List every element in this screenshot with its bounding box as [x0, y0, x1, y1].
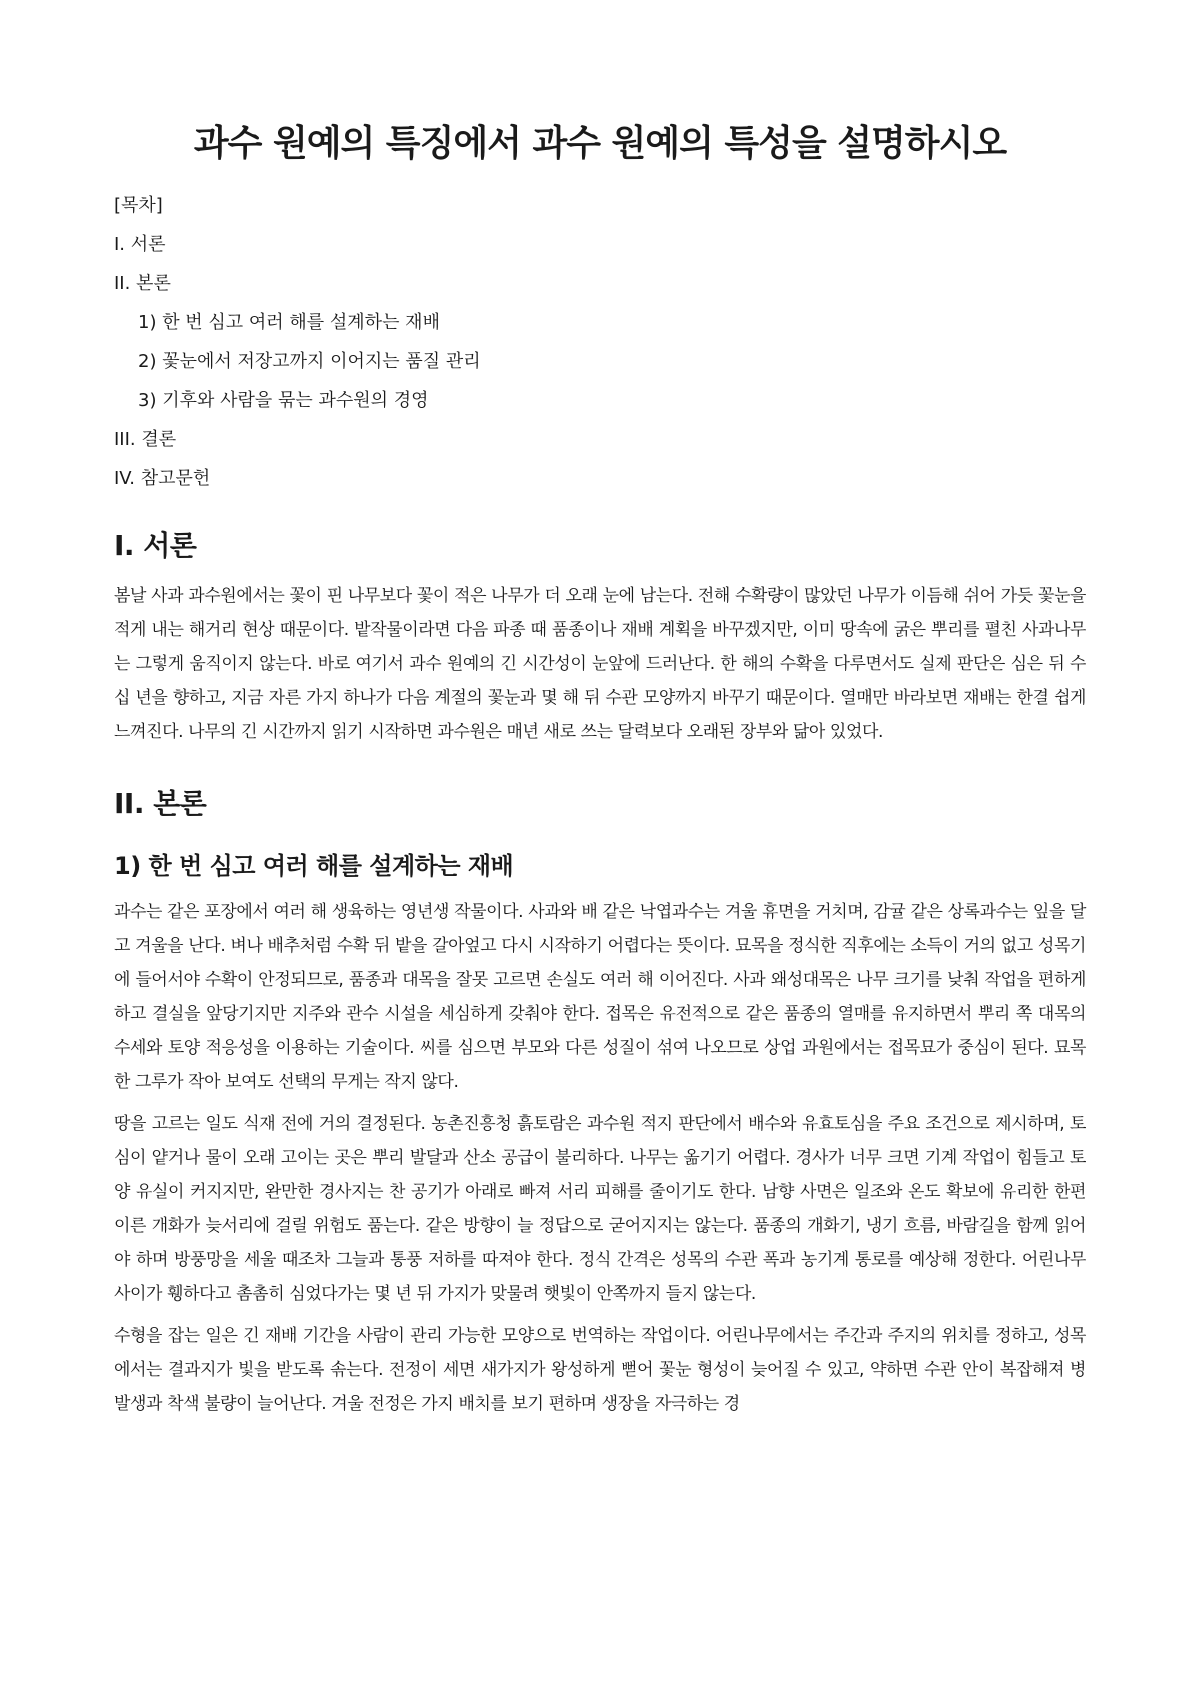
toc-item-conclusion: III. 결론	[114, 429, 177, 450]
body-paragraph-3: 수형을 잡는 일은 긴 재배 기간을 사람이 관리 가능한 모양으로 번역하는 작업이다. 어린나무에서는 주간과 주지의 위치를 정하고, 성목에서는 결과지가 빛을 받도록 솎는다. 전정이 세면 새가지가 왕성하게 뻗어 꽃눈 형성이 늦어질 수 있고, 약하면 수관 안이 복잡해져 병 발생과 착색 불량이 늘어난다. 겨울 전정은 가지 배치를 보기 편하며 생장을 자극하는 경	[114, 1326, 1086, 1414]
section-title-intro: I. 서론	[114, 529, 197, 562]
document-page	[114, 118, 1086, 1429]
table-of-contents	[114, 194, 1086, 491]
section-title-body: II. 본론	[114, 787, 207, 820]
body-paragraph-1: 과수는 같은 포장에서 여러 해 생육하는 영년생 작물이다. 사과와 배 같은 낙엽과수는 겨울 휴면을 거치며, 감귤 같은 상록과수는 잎을 달고 겨울을 난다. 벼나 배추처럼 수확 뒤 밭을 갈아엎고 다시 시작하기 어렵다는 뜻이다. 묘목을 정식한 직후에는 소득이 거의 없고 성목기에 들어서야 수확이 안정되므로, 품종과 대목을 잘못 고르면 손실도 여러 해 이어진다. 사과 왜성대목은 나무 크기를 낮춰 작업을 편하게 하고 결실을 앞당기지만 지주와 관수 시설을 세심하게 갖춰야 한다. 접목은 유전적으로 같은 품종의 열매를 유지하면서 뿌리 쪽 대목의 수세와 토양 적응성을 이용하는 기술이다. 씨를 심으면 부모와 다른 성질이 섞여 나오므로 상업 과원에서는 접목묘가 중심이 된다. 묘목 한 그루가 작아 보여도 선택의 무게는 작지 않다.	[114, 902, 1086, 1092]
body-paragraph-2: 땅을 고르는 일도 식재 전에 거의 결정된다. 농촌진흥청 흙토람은 과수원 적지 판단에서 배수와 유효토심을 주요 조건으로 제시하며, 토심이 얕거나 물이 오래 고이는 곳은 뿌리 발달과 산소 공급이 불리하다. 나무는 옮기기 어렵다. 경사가 너무 크면 기계 작업이 힘들고 토양 유실이 커지지만, 완만한 경사지는 찬 공기가 아래로 빠져 서리 피해를 줄이기도 한다. 남향 사면은 일조와 온도 확보에 유리한 한편 이른 개화가 늦서리에 걸릴 위험도 품는다. 같은 방향이 늘 정답으로 굳어지지는 않는다. 품종의 개화기, 냉기 흐름, 바람길을 함께 읽어야 하며 방풍망을 세울 때조차 그늘과 통풍 저하를 따져야 한다. 정식 간격은 성목의 수관 폭과 농기계 통로를 예상해 정한다. 어린나무 사이가 휑하다고 촘촘히 심었다가는 몇 년 뒤 가지가 맞물려 햇빛이 안쪽까지 들지 않는다.	[114, 1114, 1086, 1304]
toc-heading: [목차]	[114, 195, 163, 216]
toc-item-references: IV. 참고문헌	[114, 468, 211, 489]
intro-paragraph: 봄날 사과 과수원에서는 꽃이 핀 나무보다 꽃이 적은 나무가 더 오래 눈에 남는다. 전해 수확량이 많았던 나무가 이듬해 쉬어 가듯 꽃눈을 적게 내는 해거리 현상 때문이다. 밭작물이라면 다음 파종 때 품종이나 재배 계획을 바꾸겠지만, 이미 땅속에 굵은 뿌리를 펼친 사과나무는 그렇게 움직이지 않는다. 바로 여기서 과수 원예의 긴 시간성이 눈앞에 드러난다. 한 해의 수확을 다루면서도 실제 판단은 심은 뒤 수십 년을 향하고, 지금 자른 가지 하나가 다음 계절의 꽃눈과 몇 해 뒤 수관 모양까지 바꾸기 때문이다. 열매만 바라보면 재배는 한결 쉽게 느껴진다. 나무의 긴 시간까지 읽기 시작하면 과수원은 매년 새로 쓰는 달력보다 오래된 장부와 닮아 있었다.	[114, 586, 1086, 742]
toc-item-body-2: 2) 꽃눈에서 저장고까지 이어지는 품질 관리	[138, 351, 481, 372]
toc-item-body: II. 본론	[114, 273, 171, 294]
subsection-title-1: 1) 한 번 심고 여러 해를 설계하는 재배	[114, 852, 514, 880]
document-title: 과수 원예의 특징에서 과수 원예의 특성을 설명하시오	[193, 123, 1007, 164]
toc-item-body-3: 3) 기후와 사람을 묶는 과수원의 경영	[138, 390, 429, 411]
toc-item-body-1: 1) 한 번 심고 여러 해를 설계하는 재배	[138, 312, 440, 333]
toc-item-intro: I. 서론	[114, 234, 166, 255]
